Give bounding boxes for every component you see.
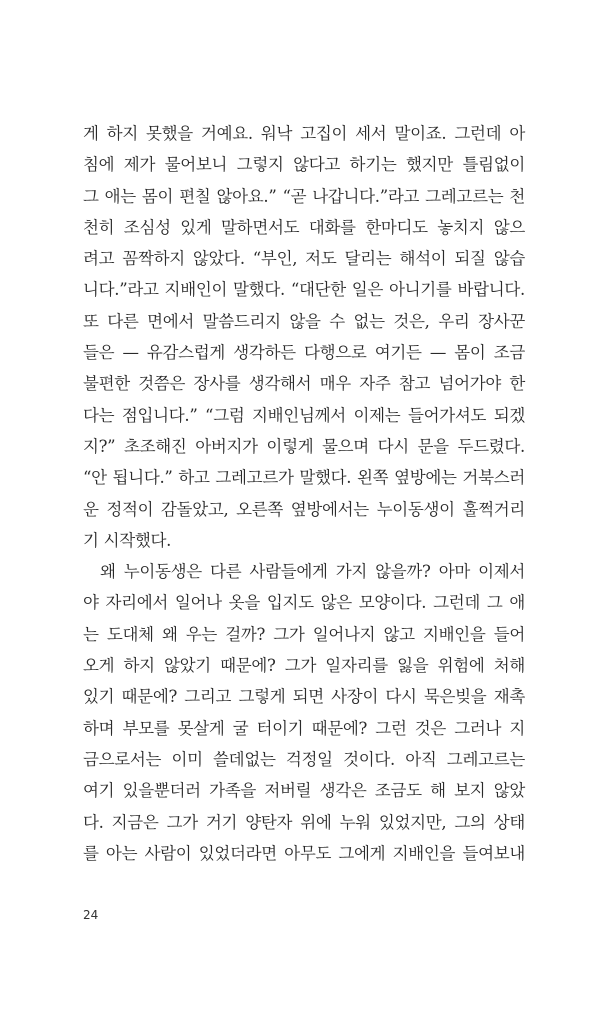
text-line: 또 다른 면에서 말씀드리지 않을 수 없는 것은, 우리 장사꾼 — [83, 311, 525, 331]
text-line: 게 하지 못했을 거예요. 워낙 고집이 세서 말이죠. 그런데 아 — [83, 124, 525, 143]
text-line: 침에 제가 물어보니 그렇지 않다고 하기는 했지만 틀림없이 — [83, 155, 525, 175]
text-line: 불편한 것쯤은 장사를 생각해서 매우 자주 참고 넘어가야 한 — [83, 374, 525, 394]
text-line: 를 아는 사람이 있었더라면 아무도 그에게 지배인을 들여보내 — [83, 843, 525, 863]
paragraph — [83, 118, 525, 556]
text-line: 다는 점입니다.” “그럼 지배인님께서 이제는 들어가셔도 되겠 — [83, 405, 525, 425]
text-line: 다. 지금은 그가 거기 양탄자 위에 누워 있었지만, 그의 상태 — [83, 812, 525, 832]
text-line: 금으로서는 이미 쓸데없는 걱정일 것이다. 아직 그레고르는 — [83, 749, 525, 769]
page-number: 24 — [83, 908, 99, 922]
text-line: 니다.”라고 지배인이 말했다. “대단한 일은 아니기를 바랍니다. — [83, 280, 525, 300]
text-line: 하며 부모를 못살게 굴 터이기 때문에? 그런 것은 그러나 지 — [83, 718, 525, 738]
text-line: 려고 꼼짝하지 않았다. “부인, 저도 달리는 해석이 되질 않습 — [83, 249, 525, 269]
text-line: “안 됩니다.” 하고 그레고르가 말했다. 왼쪽 옆방에는 거북스러 — [83, 468, 525, 488]
text-line: 천히 조심성 있게 말하면서도 대화를 한마디도 놓치지 않으 — [83, 217, 525, 237]
text-line: 왜 누이동생은 다른 사람들에게 가지 않을까? 아마 이제서 — [100, 562, 525, 582]
text-line: 기 시작했다. — [83, 530, 172, 550]
text-line: 오게 하지 않았기 때문에? 그가 일자리를 잃을 위험에 처해 — [83, 656, 525, 676]
text-line: 야 자리에서 일어나 옷을 입지도 않은 모양이다. 그런데 그 애 — [83, 593, 525, 613]
text-line: 그 애는 몸이 편칠 않아요.” “곧 나갑니다.”라고 그레고르는 천 — [83, 186, 525, 206]
body-text — [83, 118, 525, 869]
text-line: 있기 때문에? 그리고 그렇게 되면 사장이 다시 묵은빚을 재촉 — [83, 687, 525, 707]
text-line: 지?” 초조해진 아버지가 이렇게 물으며 다시 문을 두드렸다. — [83, 436, 525, 456]
text-line: 들은 — 유감스럽게 생각하든 다행으로 여기든 — 몸이 조금 — [83, 343, 525, 363]
paragraph — [83, 556, 525, 869]
text-line: 운 정적이 감돌았고, 오른쪽 옆방에서는 누이동생이 훌쩍거리 — [83, 499, 525, 519]
text-line: 여기 있을뿐더러 가족을 저버릴 생각은 조금도 해 보지 않았 — [83, 781, 525, 801]
text-line: 는 도대체 왜 우는 걸까? 그가 일어나지 않고 지배인을 들어 — [83, 624, 525, 644]
